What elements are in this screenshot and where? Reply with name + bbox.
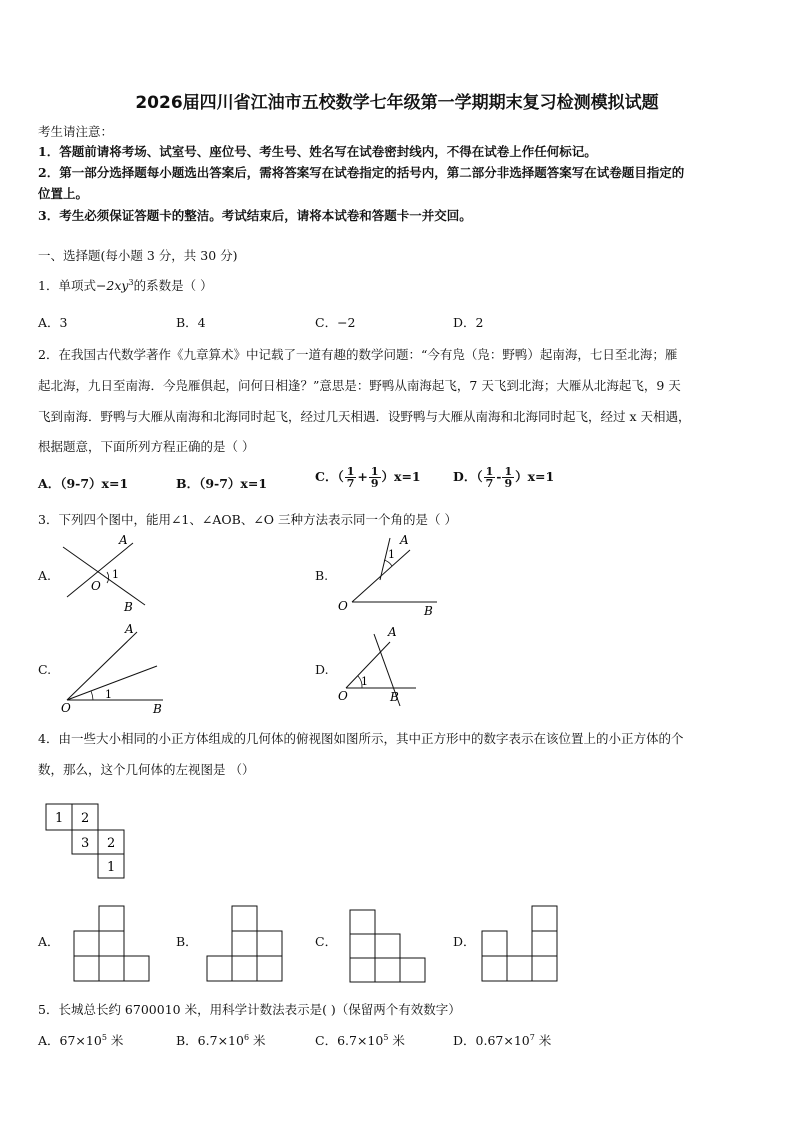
q3-option-a-label[interactable]: A.	[38, 568, 52, 583]
notice-heading: 考生请注意：	[38, 124, 114, 139]
q3-option-b-label[interactable]: B.	[315, 568, 329, 583]
q4-option-d-label[interactable]: D．	[453, 934, 476, 949]
point-b-label: B	[390, 690, 399, 704]
q1-stem-a: 1．单项式	[38, 278, 96, 293]
q4-option-c-label[interactable]: C．	[315, 934, 338, 949]
q4-figure-d	[480, 903, 562, 983]
q3-figure-c	[55, 620, 175, 715]
q2-option-a[interactable]: A．（9-7）x=1	[38, 476, 129, 491]
q2-option-c[interactable]	[315, 466, 421, 489]
point-a-label: A	[119, 535, 128, 547]
q2-option-b[interactable]: B．（9-7）x=1	[176, 476, 268, 491]
q4-top-view	[44, 802, 128, 882]
q4-figure-a	[72, 903, 154, 983]
page-title: 2026届四川省江油市五校数学七年级第一学期期末复习检测模拟试题	[135, 93, 659, 113]
angle-label: 1	[361, 675, 368, 688]
q2-c-operator: +	[357, 469, 368, 484]
q2-line: 起北海，九日至南海．今凫雁俱起，问何日相逢？”意思是：野鸭从南海起飞，7 天飞到北海；大雁从北海起飞，9 天	[38, 378, 681, 393]
fraction: $\frac{1}{9}$	[504, 465, 513, 490]
angle-label: 1	[112, 568, 119, 581]
top-view-count: 2	[107, 836, 116, 851]
q3-figure-d	[332, 620, 452, 710]
q1-option-d[interactable]: D．2	[453, 315, 484, 330]
point-a-label: A	[388, 625, 397, 639]
point-b-label: B	[424, 604, 433, 618]
fraction: $\frac{1}{7}$	[346, 465, 355, 490]
point-a-label: A	[400, 533, 409, 547]
top-view-count: 3	[81, 836, 90, 851]
q5-stem: 5．长城总长约 6700010 米，用科学计数法表示是( )（保留两个有效数字）	[38, 1002, 461, 1017]
q4-line: 4．由一些大小相同的小正方体组成的几何体的俯视图如图所示，其中正方形中的数字表示在该位置上的小正方体的个	[38, 731, 684, 746]
angle-label: 1	[105, 688, 112, 701]
fraction: $\frac{1}{9}$	[370, 465, 379, 490]
q3-figure-a	[55, 535, 165, 615]
point-o-label: O	[61, 701, 71, 715]
q1-option-a[interactable]: A．3	[38, 315, 68, 330]
q1-exponent: 3	[128, 277, 134, 287]
point-a-label: A	[125, 622, 134, 636]
q2-line: 飞到南海．野鸭与大雁从南海和北海同时起飞，经过几天相遇．设野鸭与大雁从南海和北海同时起飞，经过 x 天相遇，	[38, 409, 691, 424]
q4-figure-b	[205, 903, 287, 983]
q4-option-b-label[interactable]: B．	[176, 934, 198, 949]
q2-d-prefix: D．（	[453, 469, 483, 484]
q2-c-prefix: C．（	[315, 469, 344, 484]
point-o-label: O	[91, 579, 101, 593]
q2-d-operator: -	[496, 469, 502, 484]
q4-option-a-label[interactable]: A．	[38, 934, 60, 949]
q2-line: 根据题意，下面所列方程正确的是（ ）	[38, 439, 255, 454]
q2-d-suffix: ）x=1	[515, 469, 555, 484]
q5-option-c[interactable]: C．$6.7\times 10^5$ 米	[315, 1032, 405, 1048]
q1-stem-b: 的系数是（ ）	[133, 278, 213, 293]
notice-item: 2．第一部分选择题每小题选出答案后，需将答案写在试卷指定的括号内，第二部分非选择题答案写在试卷题目指定的	[38, 165, 685, 180]
notice-item: 1．答题前请将考场、试室号、座位号、考生号、姓名写在试卷密封线内，不得在试卷上作任何标记。	[38, 144, 597, 159]
notice-item: 位置上。	[38, 186, 89, 201]
q3-option-c-label[interactable]: C.	[38, 662, 52, 677]
point-o-label: O	[338, 689, 348, 703]
q4-figure-c	[348, 908, 430, 983]
q1-expression: −2xy	[95, 278, 129, 293]
point-b-label: B	[124, 600, 133, 614]
section-heading: 一、选择题(每小题 3 分，共 30 分)	[38, 248, 238, 263]
top-view-count: 1	[107, 860, 116, 875]
angle-label: 1	[388, 548, 395, 561]
q5-option-d[interactable]: D．$0.67\times 10^7$ 米	[453, 1032, 552, 1048]
top-view-count: 1	[55, 811, 64, 826]
q4-line: 数，那么，这个几何体的左视图是 （）	[38, 762, 255, 777]
q2-option-d[interactable]	[453, 466, 554, 489]
q3-option-d-label[interactable]: D.	[315, 662, 329, 677]
top-view-count: 2	[81, 811, 90, 826]
point-b-label: B	[153, 702, 162, 715]
q1-option-c[interactable]: C．−2	[315, 315, 356, 330]
q2-line: 2．在我国古代数学著作《九章算术》中记载了一道有趣的数学问题：“今有凫（凫：野鸭）起南海，七日至北海；雁	[38, 347, 678, 362]
q3-stem: 3．下列四个图中，能用∠1、∠AOB、∠O 三种方法表示同一个角的是（ ）	[38, 512, 457, 527]
question-1-stem	[38, 276, 213, 294]
q2-c-suffix: ）x=1	[381, 469, 421, 484]
point-o-label: O	[338, 599, 348, 613]
notice-item: 3．考生必须保证答题卡的整洁。考试结束后，请将本试卷和答题卡一并交回。	[38, 208, 472, 223]
q1-option-b[interactable]: B．4	[176, 315, 206, 330]
fraction: $\frac{1}{7}$	[485, 465, 494, 490]
q3-figure-b	[332, 530, 452, 620]
q5-option-a[interactable]: A．$67\times 10^5$ 米	[38, 1032, 124, 1048]
q5-option-b[interactable]: B．$6.7\times 10^6$ 米	[176, 1032, 266, 1048]
